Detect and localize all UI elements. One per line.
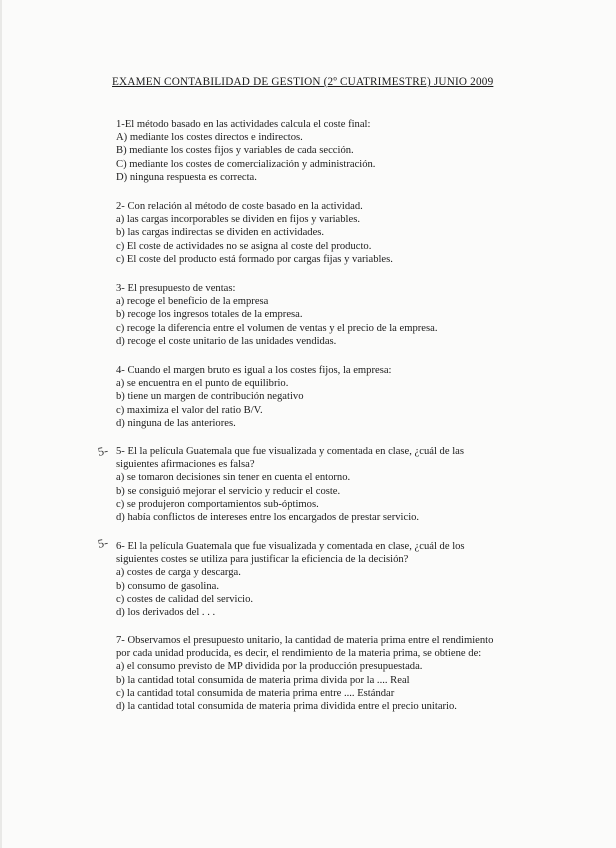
- answer-option: C) mediante los costes de comercialización y administración.: [116, 158, 376, 170]
- question-stem: 1-El método basado en las actividades calcula el coste final:: [116, 119, 371, 130]
- question-stem: 6- El la película Guatemala que fue visualizada y comentada en clase, ¿cuál de los siguientes costes se utiliza para justificar la eficiencia de la decisión?: [116, 541, 465, 566]
- answer-option: b) se consiguió mejorar el servicio y reducir el coste.: [116, 485, 341, 497]
- question-stem: 5- El la película Guatemala que fue visualizada y comentada en clase, ¿cuál de las siguientes afirmaciones es falsa?: [116, 446, 464, 471]
- answer-option: b) la cantidad total consumida de materia prima divida por la .... Real: [116, 674, 410, 686]
- question-5: [116, 445, 508, 524]
- question-1: [116, 118, 508, 184]
- answer-option: d) la cantidad total consumida de materia prima dividida entre el precio unitario.: [116, 701, 457, 713]
- answer-option: a) se tomaron decisiones sin tener en cuenta el entorno.: [116, 472, 351, 484]
- answer-option: B) mediante los costes fijos y variables de cada sección.: [116, 145, 354, 157]
- scan-edge: [0, 0, 2, 848]
- answer-option: c) la cantidad total consumida de materia prima entre .... Estándar: [116, 687, 395, 699]
- question-3: [116, 282, 508, 348]
- handwritten-mark: 5-: [96, 535, 110, 551]
- answer-option: b) recoge los ingresos totales de la empresa.: [116, 309, 303, 321]
- answer-option: b) las cargas indirectas se dividen en actividades.: [116, 227, 325, 239]
- answer-option: a) se encuentra en el punto de equilibrio.: [116, 378, 289, 390]
- answer-option: c) El coste del producto está formado por cargas fijas y variables.: [116, 253, 393, 265]
- question-2: [116, 200, 508, 266]
- question-stem: 2- Con relación al método de coste basado en la actividad.: [116, 201, 363, 212]
- answer-option: a) recoge el beneficio de la empresa: [116, 296, 269, 308]
- question-7: [116, 634, 508, 713]
- question-4: [116, 364, 508, 430]
- answer-option: A) mediante los costes directos e indirectos.: [116, 132, 303, 144]
- handwritten-mark: 5-: [96, 443, 110, 459]
- question-stem: 7- Observamos el presupuesto unitario, la cantidad de materia prima entre el rendimiento por cada unidad producida, es decir, el rendimiento de la materia prima, se obtiene de:: [116, 635, 494, 660]
- answer-option: d) recoge el coste unitario de las unidades vendidas.: [116, 335, 337, 347]
- answer-option: c) costes de calidad del servicio.: [116, 593, 254, 605]
- answer-option: a) el consumo previsto de MP dividida por la producción presupuestada.: [116, 661, 423, 673]
- answer-option: d) ninguna de las anteriores.: [116, 417, 236, 429]
- answer-option: d) había conflictos de intereses entre los encargados de prestar servicio.: [116, 512, 420, 524]
- answer-option: b) consumo de gasolina.: [116, 580, 219, 592]
- answer-option: c) recoge la diferencia entre el volumen de ventas y el precio de la empresa.: [116, 322, 438, 334]
- answer-option: c) se produjeron comportamientos sub-óptimos.: [116, 498, 319, 510]
- exam-title: EXAMEN CONTABILIDAD DE GESTION (2º CUATRIMESTRE) JUNIO 2009: [112, 76, 494, 88]
- answer-option: c) maximiza el valor del ratio B/V.: [116, 404, 263, 416]
- answer-option: c) El coste de actividades no se asigna al coste del producto.: [116, 240, 372, 252]
- answer-option: a) las cargas incorporables se dividen en fijos y variables.: [116, 214, 360, 226]
- answer-option: a) costes de carga y descarga.: [116, 567, 241, 579]
- question-6: [116, 540, 508, 619]
- answer-option: D) ninguna respuesta es correcta.: [116, 171, 257, 183]
- question-stem: 4- Cuando el margen bruto es igual a los costes fijos, la empresa:: [116, 365, 392, 376]
- question-stem: 3- El presupuesto de ventas:: [116, 283, 236, 294]
- answer-option: d) los derivados del . . .: [116, 607, 216, 619]
- answer-option: b) tiene un margen de contribución negativo: [116, 391, 304, 403]
